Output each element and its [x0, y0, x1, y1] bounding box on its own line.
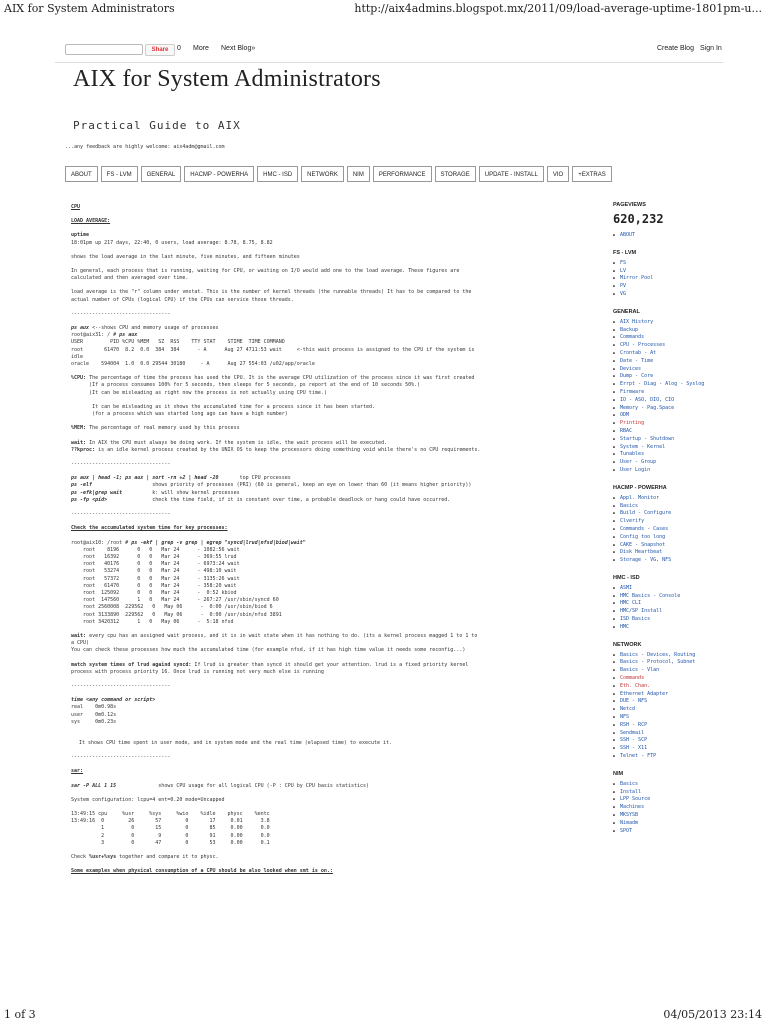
- sidebar-item[interactable]: ■ SPOT: [613, 828, 721, 836]
- command-desc: k: will show kernel processes: [122, 489, 240, 496]
- sidebar-item[interactable]: ■ Basics - Devices, Routing: [613, 652, 721, 660]
- paragraph: It shows CPU time spent in user mode, and in system mode and the real time (elapsed time) to execute it.: [79, 739, 393, 746]
- tab-nim[interactable]: NIM: [347, 166, 370, 182]
- command-text: ps aux: [119, 332, 138, 339]
- tab-hacmp-powerha[interactable]: HACMP - POWERHA: [184, 166, 254, 182]
- sidebar-item[interactable]: ■ Ethernet Adapter: [613, 691, 721, 699]
- blog-title[interactable]: AIX for System Administrators: [73, 66, 381, 92]
- sidebar-item[interactable]: ■ Crontab - At: [613, 350, 721, 358]
- feedback-note: ...any feedback are highly welcome: aix4adm@gmail.com: [65, 144, 225, 150]
- search-input[interactable]: [65, 44, 143, 55]
- sidebar-item[interactable]: ■ SSH - X11: [613, 745, 721, 753]
- sidebar-item[interactable]: ■ ODM: [613, 412, 721, 420]
- page-tabs: [65, 166, 612, 182]
- sidebar-item[interactable]: ■ Sendmail: [613, 730, 721, 738]
- sidebar-fs-list: [613, 260, 721, 299]
- separator: ---------------------------------: [71, 682, 171, 689]
- sidebar-item[interactable]: ■ ASMI: [613, 585, 721, 593]
- separator: ---------------------------------: [71, 310, 171, 317]
- tab-fs-lvm[interactable]: FS - LVM: [101, 166, 138, 182]
- check-line: [71, 854, 591, 861]
- text: Check: [71, 854, 90, 860]
- term-label: %CPU:: [71, 375, 87, 382]
- time-command: time <any command or script>: [71, 697, 156, 704]
- term-text: The percentage of time the process has used the CPU. It is the average CPU utilization of the process since it was first created: [86, 375, 475, 382]
- uptime-output: 18:01pm up 217 days, 22:40, 0 users, load average: 8.78, 8.75, 8.82: [71, 239, 273, 246]
- blog-description: Practical Guide to AIX: [73, 119, 241, 132]
- text: together and compare it to physc.: [116, 854, 219, 860]
- sidebar-item[interactable]: ■ NFS: [613, 714, 721, 722]
- sidebar-network-list: [613, 652, 721, 761]
- separator: ---------------------------------: [71, 461, 171, 468]
- sidebar-item[interactable]: ■ Install: [613, 789, 721, 797]
- command-text: ps -efk|grep wait: [71, 489, 123, 496]
- sidebar-item[interactable]: ■ Commands - Cases: [613, 526, 721, 534]
- sidebar-item[interactable]: ■ MKSYSB: [613, 812, 721, 820]
- command-line: [71, 490, 591, 497]
- prompt-text: root@aix10: /root #: [71, 539, 132, 546]
- print-date: 04/05/2013 23:14: [663, 1008, 762, 1021]
- sidebar-item[interactable]: ■ System - Kernel: [613, 444, 721, 452]
- match-explanation: [71, 662, 591, 669]
- sidebar-item[interactable]: ■ Disk Heartbeat: [613, 549, 721, 557]
- cpu-definition: [71, 375, 591, 382]
- command-desc: top CPU processes: [218, 475, 291, 482]
- sar-config: System configuration: lcpu=4 ent=0.20 mode=Uncapped: [71, 796, 225, 803]
- separator: ---------------------------------: [71, 754, 171, 761]
- command-text: ps -elf: [71, 482, 93, 489]
- term-text: In AIX the CPU must always be doing work. If the system is idle, the wait process will be executed.: [86, 439, 388, 446]
- paragraph: process with process priority 16. Once lrud is running not very much else is running: [71, 668, 324, 675]
- sar-output: 13:49:15 cpu %usr %sys %wio %idle physc %entc 13:49:16 0 26 57 0 17 0.01 3.8 1 0 15 0 85 0.00 0.0 2 0 9 0 91 0.00 0.0 3 0 47 0 53 0.00 0.1: [71, 810, 270, 846]
- command-text: ps aux: [71, 325, 90, 332]
- command-text: ps -ekf | grep -v grep | egrep "syncd|lrud|nfsd|biod|wait": [131, 539, 306, 546]
- uptime-command: uptime: [71, 232, 90, 239]
- term-text: is an idle kernel process created by the UNIX OS to keep the processors doing something void while there's no CPU requirements.: [95, 446, 481, 453]
- prompt-text: root@aix31: / #: [71, 332, 120, 339]
- heading-examples: Some examples when physical consumption of a CPU should be also looked when smt is on.:: [71, 868, 333, 875]
- cpu-notes: (If a process consumes 100% for 5 seconds, then sleeps for 5 seconds, ps report at the end of 10 seconds 50%.) (It can be misleading as right now the process is not actually using CPU time.) It can be misleading as it shows the accumulated time for a process since it has been started. (for a process which was started long ago can have a high number): [89, 382, 421, 418]
- tab-hmc-isd[interactable]: HMC - ISD: [257, 166, 298, 182]
- sidebar-item[interactable]: ■ Basics - Protocol, Subnet: [613, 659, 721, 667]
- sidebar-item[interactable]: ■ HMC Basics - Console: [613, 593, 721, 601]
- heading-sar: sar:: [71, 768, 84, 775]
- sidebar-item[interactable]: ■ Commands: [613, 334, 721, 342]
- sidebar-nim-list: [613, 781, 721, 836]
- sidebar-item[interactable]: ■ Clverify: [613, 518, 721, 526]
- command-desc: shows priority of processes (PRI) (60 is general, keep an eye on lower than 60 (it means higher priority)): [92, 482, 472, 489]
- sidebar-section-title: NIM: [613, 770, 624, 777]
- command-text: sar -P ALL 1 15: [71, 782, 117, 789]
- paragraph: You can check these processes how much the accumulated time (for example nfsd, if it has high time value it needs some reconfig...): [71, 647, 466, 654]
- command-line: [71, 482, 591, 489]
- ps-aux-output: USER PID %CPU %MEM SZ RSS TTY STAT STIME TIME COMMAND root 61470 8.2 0.0 384 384 - A Aug 27 4711:53 wait <-this wait process is assigned to the CPU if the system is idle oracle 594004 1.0 0.0 29544 30180 - A Aug 27 554:03 /u02/app/oracle: [71, 339, 475, 368]
- command-text: ps -fp <pid>: [71, 496, 108, 503]
- sidebar-item[interactable]: ■ PV: [613, 283, 721, 291]
- sidebar-item[interactable]: ■ User - Group: [613, 459, 721, 467]
- text-bold: %usr+%sys: [89, 854, 117, 860]
- wait-definition: [71, 440, 591, 447]
- tab-general[interactable]: GENERAL: [141, 166, 182, 182]
- accum-output: root 8196 0 0 Mar 24 - 1082:56 wait root 16392 0 0 Mar 24 - 369:55 lrud root 40176 0 0 Mar 24 - 6973:24 wait root 53274 0 0 Mar 24 - 498:10 wait root 57372 0 0 Mar 24 - 3135:26 wait root 61470 0 0 Mar 24 - 358:20 wait root 125092 0 0 Mar 24 - 0:52 kbiod root 147560 1 0 Mar 24 - 267:27 /usr/sbin/syncd 60 root 2560008 229562 0 May 06 - 0:00 /usr/sbin/biod 6 root 3133890 229562 0 May 06 - 0:00 /usr/sbin/nfsd 3891 root 3420312 1 0 May 06 - 5:18 nfsd: [83, 546, 282, 625]
- term-label: wait:: [71, 439, 87, 446]
- command-desc: shows CPU usage for all logical CPU (-P : CPU by CPU basis statistics): [116, 782, 370, 789]
- sidebar-item[interactable]: ■ Date - Time: [613, 358, 721, 366]
- sidebar-item[interactable]: ■ ISD Basics: [613, 616, 721, 624]
- sidebar-about-list: [613, 232, 721, 240]
- sidebar-item[interactable]: ■ IO - ASO, DIO, CIO: [613, 397, 721, 405]
- command-line: [71, 475, 591, 482]
- tab-vio[interactable]: VIO: [547, 166, 569, 182]
- sidebar-item[interactable]: ■ Config too long: [613, 534, 721, 542]
- sidebar-item[interactable]: ■ HMC: [613, 624, 721, 632]
- page-number: 1 of 3: [4, 1008, 36, 1021]
- sidebar-item[interactable]: ■ Firmware: [613, 389, 721, 397]
- sidebar-item[interactable]: ■ Machines: [613, 804, 721, 812]
- sidebar-item[interactable]: ■ Tunables: [613, 451, 721, 459]
- command-line: [71, 497, 591, 504]
- sidebar-section-title: FS - LVM: [613, 249, 637, 256]
- paragraph: actual number of CPUs (logical CPU) if the CPUs can service those threads.: [71, 296, 294, 303]
- term-label: match system times of lrud againd syncd:: [71, 661, 192, 668]
- command-text: ps aux | head -1; ps aux | sort -rn +2 | head -20: [71, 475, 219, 482]
- print-footer: [0, 1006, 768, 1024]
- sign-in-link[interactable]: Sign In: [700, 45, 722, 52]
- tab-performance[interactable]: PERFORMANCE: [373, 166, 432, 182]
- pageviews-title: PAGEVIEWS: [613, 202, 646, 208]
- sidebar-item[interactable]: ■ Dump - Core: [613, 373, 721, 381]
- sidebar-item[interactable]: ■ AIX History: [613, 319, 721, 327]
- sidebar-item[interactable]: ■ Devices: [613, 366, 721, 374]
- create-blog-link[interactable]: Create Blog: [657, 45, 694, 52]
- paragraph: a CPU): [71, 640, 90, 647]
- sidebar-item[interactable]: ■ Errpt - Diag - Alog - Syslog: [613, 381, 721, 389]
- sidebar-item[interactable]: ■ Commands: [613, 675, 721, 683]
- wait-explanation: [71, 633, 591, 640]
- sidebar-item[interactable]: ■ Basics - Vlan: [613, 667, 721, 675]
- sidebar-item[interactable]: ■ HMC/SP Install: [613, 608, 721, 616]
- sidebar-item[interactable]: ■ RSH - RCP: [613, 722, 721, 730]
- share-button[interactable]: Share: [145, 44, 175, 56]
- blogger-navbar: [55, 36, 723, 63]
- print-url: http://aix4admins.blogspot.mx/2011/09/load-average-uptime-1801pm-u...: [354, 2, 762, 15]
- sidebar-item[interactable]: ■ CPU - Processes: [613, 342, 721, 350]
- sidebar-item[interactable]: ■ ABOUT: [613, 232, 721, 240]
- sidebar-item[interactable]: ■ Eth. Chan.: [613, 683, 721, 691]
- term-label: ??kproc:: [71, 446, 96, 453]
- tab-update-install[interactable]: UPDATE - INSTALL: [479, 166, 544, 182]
- sar-command-line: [71, 783, 591, 790]
- term-text: If lrud is greater than syncd it should get your attention. lrud is a fixed priority kernel: [191, 661, 469, 668]
- tab-storage[interactable]: STORAGE: [435, 166, 476, 182]
- sidebar-item[interactable]: ■ Netcd: [613, 706, 721, 714]
- kproc-definition: [71, 447, 591, 454]
- tab-extras[interactable]: +EXTRAS: [572, 166, 612, 182]
- accum-prompt: [71, 540, 591, 547]
- sidebar-item[interactable]: ■ Nimadm: [613, 820, 721, 828]
- sidebar-hmc-list: [613, 585, 721, 632]
- mem-definition: [71, 425, 591, 432]
- time-output: real 0m0.98s user 0m0.12s sys 0m0.23s: [71, 704, 117, 725]
- command-desc: check the time field, if it is constant over time, a probable deadlock or hang could have occurred.: [107, 496, 451, 503]
- sidebar-item[interactable]: ■ Basics: [613, 503, 721, 511]
- command-desc: <--shows CPU and memory usage of processes: [89, 325, 219, 332]
- heading-accumulated: Check the accumulated system time for key processes:: [71, 525, 228, 532]
- paragraph: In general, each process that is running, waiting for CPU, or waiting on I/O would add one to the load average. These figures are: [71, 268, 460, 275]
- sidebar-item[interactable]: ■ CAKE - Snapshot: [613, 542, 721, 550]
- sidebar-item[interactable]: ■ Storage - VG, NFS: [613, 557, 721, 565]
- sidebar-section-title: NETWORK: [613, 641, 642, 648]
- term-label: wait:: [71, 632, 87, 639]
- tab-network[interactable]: NETWORK: [301, 166, 344, 182]
- ps-aux-line: [71, 325, 591, 332]
- sidebar-item[interactable]: ■ VG: [613, 291, 721, 299]
- sidebar-item[interactable]: ■ Mirror Pool: [613, 275, 721, 283]
- sidebar-item[interactable]: ■ Build - Configure: [613, 510, 721, 518]
- print-title: AIX for System Administrators: [4, 2, 175, 15]
- sidebar-item[interactable]: ■ RBAC: [613, 428, 721, 436]
- sidebar-item[interactable]: ■ Memory - Pag.Space: [613, 405, 721, 413]
- share-count: 0: [177, 45, 181, 52]
- sidebar-item[interactable]: ■ Telnet - FTP: [613, 753, 721, 761]
- pageviews-count: 620,232: [613, 212, 664, 226]
- sidebar-section-title: HACMP - POWERHA: [613, 484, 667, 491]
- sidebar-item[interactable]: ■ User Login: [613, 467, 721, 475]
- sidebar-item[interactable]: ■ Startup - Shutdown: [613, 436, 721, 444]
- sidebar-item[interactable]: ■ HMC CLI: [613, 600, 721, 608]
- more-link[interactable]: More: [193, 45, 209, 52]
- sidebar-item[interactable]: ■ DUE - NFS: [613, 698, 721, 706]
- tab-about[interactable]: ABOUT: [65, 166, 98, 182]
- sidebar-item[interactable]: ■ LV: [613, 268, 721, 276]
- paragraph: calculated and then averaged over time.: [71, 275, 189, 282]
- separator: ---------------------------------: [71, 511, 171, 518]
- next-blog-link[interactable]: Next Blog»: [221, 45, 256, 52]
- sidebar-section-title: HMC - ISD: [613, 574, 640, 581]
- sidebar-section-title: GENERAL: [613, 308, 640, 315]
- sidebar-item[interactable]: ■ FS: [613, 260, 721, 268]
- blog-page: [55, 36, 723, 1000]
- post-body: [71, 204, 591, 875]
- heading-cpu: CPU: [71, 204, 81, 210]
- paragraph: load average is the "r" column under vmstat. This is the number of kernel threads (the runnable threads) It has to be compared to the: [71, 289, 472, 296]
- sidebar-hacmp-list: [613, 495, 721, 565]
- sidebar-item[interactable]: ■ Backup: [613, 327, 721, 335]
- sidebar-item[interactable]: ■ Appl. Monitor: [613, 495, 721, 503]
- sidebar-item[interactable]: ■ Printing: [613, 420, 721, 428]
- term-text: The percentage of real memory used by this process: [86, 425, 240, 432]
- sidebar: [613, 198, 721, 835]
- heading-load-average: LOAD AVERAGE:: [71, 218, 111, 225]
- sidebar-general-list: [613, 319, 721, 475]
- paragraph: shows the load average in the last minute, five minutes, and fifteen minutes: [71, 253, 300, 260]
- sidebar-item[interactable]: ■ LPP Source: [613, 796, 721, 804]
- ps-aux-prompt: [71, 332, 591, 339]
- term-label: %MEM:: [71, 425, 87, 432]
- term-text: every cpu has an assigned wait process, and it is in wait state when it has nothing to do. (its a kernel process magged 1 to 1 to: [86, 632, 478, 639]
- sidebar-item[interactable]: ■ Basics: [613, 781, 721, 789]
- sidebar-item[interactable]: ■ SSH - SCP: [613, 737, 721, 745]
- print-header: [0, 0, 768, 18]
